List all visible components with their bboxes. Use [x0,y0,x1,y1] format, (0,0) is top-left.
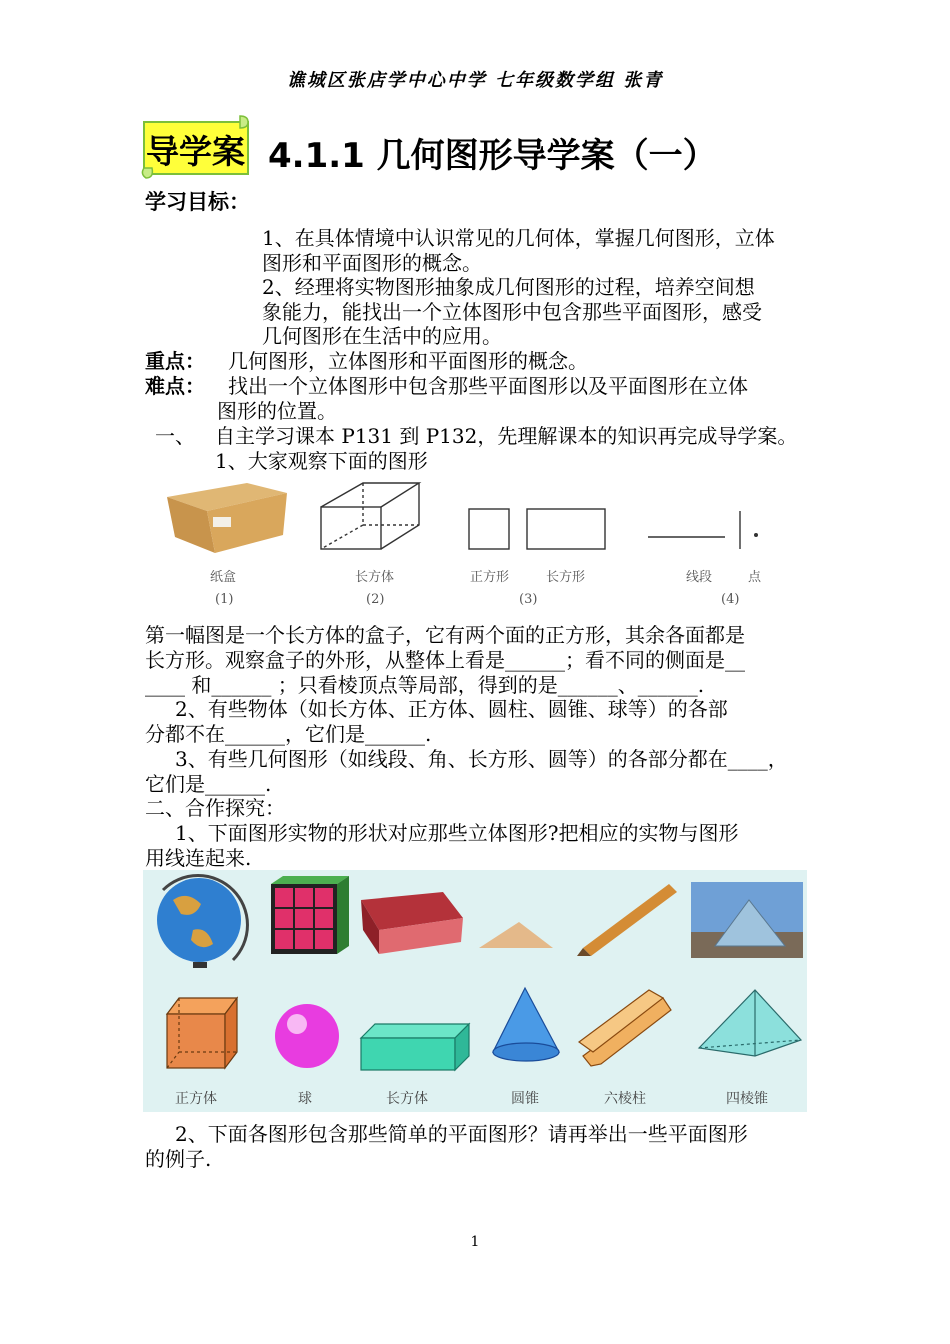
sand-cone-image [479,922,553,948]
carton-box-image [167,483,287,553]
paragraph-line: 2、有些物体（如长方体、正方体、圆柱、圆锥、球等）的各部 [175,697,728,721]
key-point-label: 重点： [145,349,205,373]
caption-rectangle: 长方形 [546,570,586,585]
objective-line: 图形和平面图形的概念。 [262,251,482,275]
sphere-figure [275,1004,339,1068]
page-header: 谯城区张店学中心中学 七年级数学组 张青 [286,70,664,91]
question-two: 2、下面各图形包含那些简单的平面图形？请再举出一些平面图形 [175,1122,748,1146]
figure-number: (1) [215,592,234,607]
pyramid-photo-image [691,882,803,958]
key-point-text: 几何图形，立体图形和平面图形的概念。 [228,349,588,373]
paragraph-line: 长方形。观察盒子的外形，从整体上看是______；看不同的侧面是__ [145,648,745,672]
caption-cuboid-solid: 长方体 [386,1091,428,1107]
objective-line: 2、经理将实物图形抽象成几何图形的过程，培养空间想 [262,275,755,299]
figure-number: (2) [366,592,385,607]
paragraph-line: 第一幅图是一个长方体的盒子，它有两个面的正方形，其余各面都是 [145,623,745,647]
caption-square: 正方形 [470,570,510,585]
paragraph-line: ____ 和______ ；只看棱顶点等局部，得到的是______、______. [145,673,705,697]
matching-figure [143,870,807,1112]
cuboid-figure [321,483,419,549]
objective-line: 象能力，能找出一个立体图形中包含那些平面图形，感受 [262,300,762,324]
rectangle-figure [527,509,605,549]
pencil-image [577,884,677,956]
difficulty-text: 找出一个立体图形中包含那些平面图形以及平面图形在立体 [228,374,748,398]
paragraph-line: 3、有些几何图形（如线段、角、长方形、圆等）的各部分都在____， [175,747,788,771]
cone-figure [493,988,559,1061]
pyramid-figure [699,990,801,1056]
cube-figure [167,998,237,1068]
point-figure [754,533,758,537]
section-text: 自主学习课本 P131 到 P132，先理解课本的知识再完成导学案。 [215,424,798,448]
difficulty-label: 难点： [145,374,205,398]
caption-cone: 圆锥 [511,1091,539,1107]
paragraph-line: 1、下面图形实物的形状对应那些立体图形?把相应的实物与图形 [175,821,739,845]
caption-sphere: 球 [298,1091,312,1107]
figure-number: (4) [721,592,740,607]
difficulty-text-cont: 图形的位置。 [217,399,337,423]
section-number: 一、 [155,424,195,448]
question-two-cont: 的例子. [145,1147,212,1171]
figure-number: (3) [519,592,538,607]
figure-shapes [155,475,795,615]
caption-cuboid: 长方体 [355,570,395,585]
square-figure [469,509,509,549]
section-two-heading: 二、合作探究： [145,796,285,820]
cuboid-solid-figure [361,1024,469,1070]
rubik-cube-image [271,876,349,954]
globe-image [157,876,247,968]
caption-hexagonal-prism: 六棱柱 [604,1091,646,1107]
observe-instruction: 1、大家观察下面的图形 [215,449,428,473]
page-number: 1 [470,1234,480,1250]
hexagonal-prism-figure [579,990,671,1066]
objective-line: 1、在具体情境中认识常见的几何体，掌握几何图形，立体 [262,226,775,250]
badge-label: 导学案 [146,132,245,171]
paragraph-line: 用线连起来. [145,846,252,870]
caption-point: 点 [748,570,762,585]
objective-line: 几何图形在生活中的应用。 [262,324,502,348]
paragraph-line: 它们是______. [145,772,272,796]
caption-segment: 线段 [686,570,713,585]
page-title: 4.1.1 几何图形导学案（一） [268,136,717,176]
cigarette-pack-image [361,892,463,954]
caption-carton: 纸盒 [210,570,237,585]
objectives-heading: 学习目标： [145,190,250,214]
caption-cube: 正方体 [175,1091,217,1107]
caption-pyramid: 四棱锥 [726,1091,768,1107]
paragraph-line: 分都不在______，它们是______. [145,722,432,746]
